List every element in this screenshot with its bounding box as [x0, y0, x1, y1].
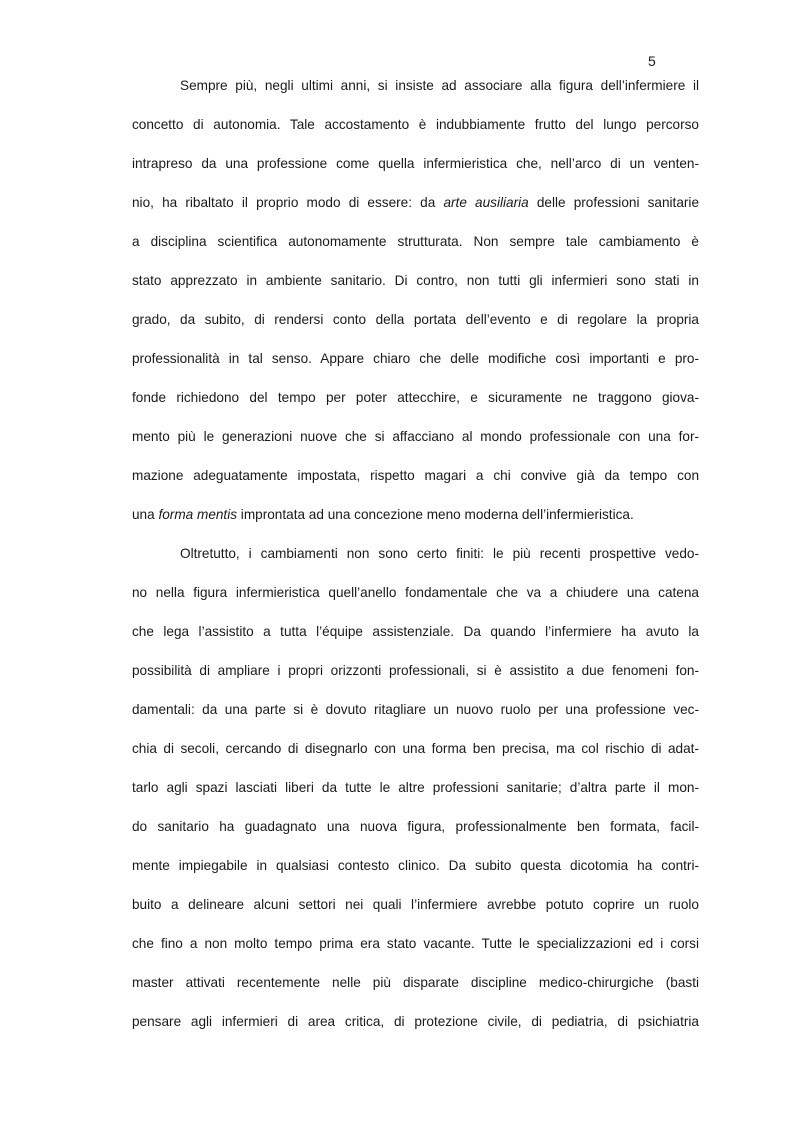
italic-term: forma mentis — [158, 507, 238, 522]
text-line: possibilità di ampliare i propri orizzonti professionali, si è assistito a due fenomeni fon- — [132, 663, 699, 678]
text-line: intrapreso da una professione come quella infermieristica che, nell’arco di un venten- — [132, 156, 699, 171]
text-line: Oltretutto, i cambiamenti non sono certo finiti: le più recenti prospettive vedo- — [180, 546, 699, 561]
page-number: 5 — [648, 53, 656, 69]
text-line: fonde richiedono del tempo per poter attecchire, e sicuramente ne traggono giova- — [132, 390, 699, 405]
text-run: improntata ad una concezione meno moderna dell’infermieristica. — [237, 507, 634, 522]
text-line: mento più le generazioni nuove che si affacciano al mondo professionale con una for- — [132, 429, 699, 444]
text-line: damentali: da una parte si è dovuto ritagliare un nuovo ruolo per una professione vec- — [132, 702, 699, 717]
italic-term: arte ausiliaria — [443, 195, 529, 210]
text-line: no nella figura infermieristica quell’anello fondamentale che va a chiudere una catena — [132, 585, 699, 600]
text-line — [132, 194, 699, 212]
text-line: Sempre più, negli ultimi anni, si insiste ad associare alla figura dell’infermiere il — [180, 78, 699, 93]
text-line: che lega l’assistito a tutta l’équipe assistenziale. Da quando l’infermiere ha avuto la — [132, 624, 699, 639]
text-line: professionalità in tal senso. Appare chiaro che delle modifiche così importanti e pro- — [132, 351, 699, 366]
text-line: chia di secoli, cercando di disegnarlo con una forma ben precisa, ma col rischio di adat- — [132, 741, 699, 756]
text-line: che fino a non molto tempo prima era stato vacante. Tutte le specializzazioni ed i corsi — [132, 936, 699, 951]
text-line: tarlo agli spazi lasciati liberi da tutte le altre professioni sanitarie; d’altra parte il mon- — [132, 780, 699, 795]
text-line: pensare agli infermieri di area critica, di protezione civile, di pediatria, di psichiatria — [132, 1014, 699, 1029]
text-line: grado, da subito, di rendersi conto della portata dell’evento e di regolare la propria — [132, 312, 699, 327]
text-run: una — [132, 507, 159, 522]
text-line: a disciplina scientifica autonomamente strutturata. Non sempre tale cambiamento è — [132, 234, 699, 249]
text-line: buito a delineare alcuni settori nei quali l’infermiere avrebbe potuto coprire un ruolo — [132, 897, 699, 912]
text-line: stato apprezzato in ambiente sanitario. Di contro, non tutti gli infermieri sono stati in — [132, 273, 699, 288]
text-line: concetto di autonomia. Tale accostamento è indubbiamente frutto del lungo percorso — [132, 117, 699, 132]
text-line: mente impiegabile in qualsiasi contesto clinico. Da subito questa dicotomia ha contri- — [132, 858, 699, 873]
text-line: mazione adeguatamente impostata, rispetto magari a chi convive già da tempo con — [132, 468, 699, 483]
text-line: master attivati recentemente nelle più disparate discipline medico-chirurgiche (basti — [132, 975, 699, 990]
text-run: delle professioni sanitarie — [528, 195, 699, 210]
text-line — [132, 506, 699, 524]
text-line: do sanitario ha guadagnato una nuova figura, professionalmente ben formata, facil- — [132, 819, 699, 834]
text-run: nio, ha ribaltato il proprio modo di essere: da — [132, 195, 444, 210]
